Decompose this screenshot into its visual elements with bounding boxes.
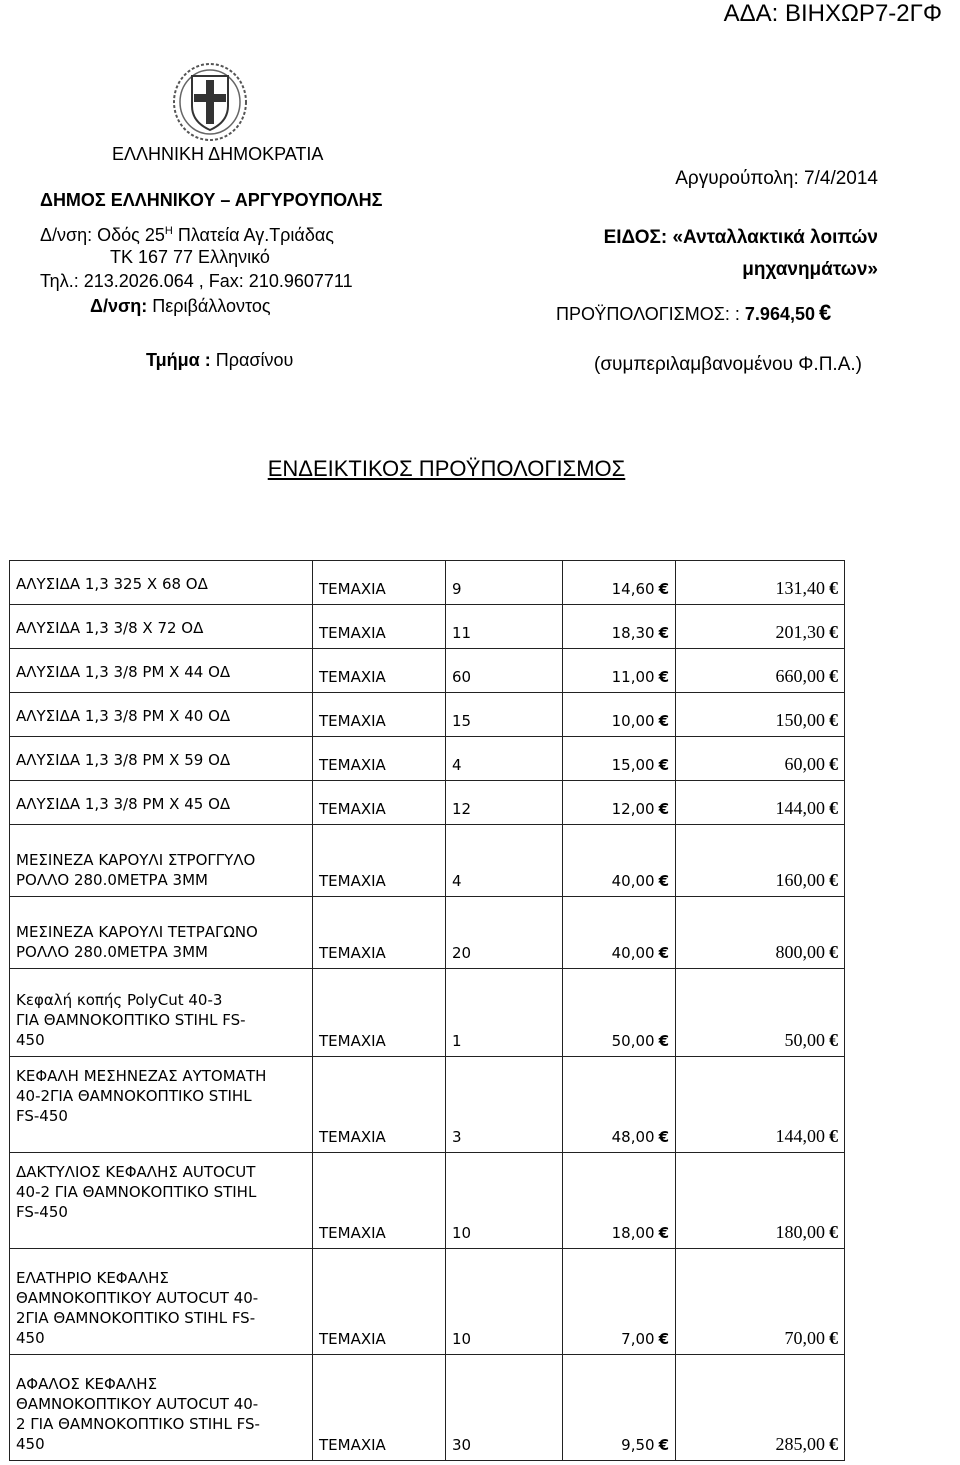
item-unit-price xyxy=(563,649,676,693)
item-unit xyxy=(313,649,446,693)
euro-icon: € xyxy=(829,942,838,962)
item-quantity-value: 12 xyxy=(452,800,472,818)
table-row xyxy=(10,781,845,825)
item-description: ΔΑΚΤΥΛΙΟΣ ΚΕΦΑΛΗΣ AUTOCUT 40-2 ΓΙΑ ΘΑΜΝΟΚΟΠΤΙΚΟ STIHL FS-450 xyxy=(10,1153,313,1249)
item-total-value: 285,00 xyxy=(775,1434,825,1454)
item-total-value: 150,00 xyxy=(775,710,825,730)
item-total xyxy=(676,1057,845,1153)
item-quantity-value: 10 xyxy=(452,1224,472,1242)
euro-icon: € xyxy=(658,1128,669,1146)
budget-amount: 7.964,50 xyxy=(744,304,815,324)
item-unit-value: ΤΕΜΑΧΙΑ xyxy=(319,944,386,962)
item-description: ΑΛΥΣΙΔΑ 1,3 3/8 ΡΜ Χ 59 ΟΔ xyxy=(10,737,313,781)
item-quantity-value: 10 xyxy=(452,1330,472,1348)
item-unit-price-value: 18,00 xyxy=(611,1224,655,1242)
address-label: Δ/νση: Οδός 25 xyxy=(40,225,165,245)
item-quantity xyxy=(446,605,563,649)
euro-icon: € xyxy=(829,754,838,774)
address-line xyxy=(40,220,334,246)
department-value: Περιβάλλοντος xyxy=(147,296,271,316)
section-label: Τμήμα : xyxy=(146,350,211,370)
item-unit xyxy=(313,969,446,1057)
item-total-value: 201,30 xyxy=(775,622,825,642)
item-quantity xyxy=(446,693,563,737)
item-quantity-value: 20 xyxy=(452,944,472,962)
item-total xyxy=(676,737,845,781)
item-unit-price-value: 10,00 xyxy=(611,712,655,730)
item-description: ΑΛΥΣΙΔΑ 1,3 325 Χ 68 ΟΔ xyxy=(10,561,313,605)
address-rest: Πλατεία Αγ.Τριάδας xyxy=(172,225,334,245)
item-quantity xyxy=(446,897,563,969)
item-quantity xyxy=(446,969,563,1057)
item-total xyxy=(676,1153,845,1249)
euro-icon: € xyxy=(829,666,838,686)
item-description: Κεφαλή κοπής PolyCut 40-3 ΓΙΑ ΘΑΜΝΟΚΟΠΤΙΚΟ STIHL FS- 450 xyxy=(10,969,313,1057)
budget-line xyxy=(556,300,831,326)
item-unit-value: ΤΕΜΑΧΙΑ xyxy=(319,800,386,818)
item-type xyxy=(604,222,878,286)
item-unit-value: ΤΕΜΑΧΙΑ xyxy=(319,668,386,686)
item-unit-price-value: 12,00 xyxy=(611,800,655,818)
document-title: ΕΝΔΕΙΚΤΙΚΟΣ ΠΡΟΫΠΟΛΟΓΙΣΜΟΣ xyxy=(267,456,626,481)
item-unit-price xyxy=(563,1057,676,1153)
item-unit xyxy=(313,1249,446,1355)
euro-icon: € xyxy=(658,1032,669,1050)
euro-icon: € xyxy=(829,1030,838,1050)
euro-icon: € xyxy=(658,668,669,686)
item-unit xyxy=(313,1153,446,1249)
item-total xyxy=(676,605,845,649)
item-description: ΕΛΑΤΗΡΙΟ ΚΕΦΑΛΗΣ ΘΑΜΝΟΚΟΠΤΙΚΟΥ AUTOCUT 40- 2ΓΙΑ ΘΑΜΝΟΚΟΠΤΙΚΟ STIHL FS- 450 xyxy=(10,1249,313,1355)
euro-icon: € xyxy=(658,1224,669,1242)
euro-icon: € xyxy=(658,1436,669,1454)
phone-line: Τηλ.: 213.2026.064 , Fax: 210.9607711 xyxy=(40,271,353,291)
item-quantity xyxy=(446,1249,563,1355)
euro-icon: € xyxy=(658,944,669,962)
table-row xyxy=(10,605,845,649)
item-description: ΑΛΥΣΙΔΑ 1,3 3/8 ΡΜ Χ 45 ΟΔ xyxy=(10,781,313,825)
item-total xyxy=(676,781,845,825)
item-quantity xyxy=(446,781,563,825)
item-unit xyxy=(313,1355,446,1461)
item-unit-price xyxy=(563,561,676,605)
table-row xyxy=(10,897,845,969)
item-unit xyxy=(313,737,446,781)
euro-icon: € xyxy=(658,624,669,642)
vat-note: (συμπεριλαμβανομένου Φ.Π.Α.) xyxy=(594,354,862,375)
euro-icon: € xyxy=(829,1126,838,1146)
item-quantity-value: 60 xyxy=(452,668,472,686)
section-line xyxy=(146,350,293,371)
item-unit-price-value: 40,00 xyxy=(611,872,655,890)
item-total-value: 60,00 xyxy=(784,754,825,774)
item-description: ΜΕΣΙΝΕΖΑ ΚΑΡΟΥΛΙ ΣΤΡΟΓΓΥΛΟ ΡΟΛΛΟ 280.0ΜΕΤΡΑ 3ΜΜ xyxy=(10,825,313,897)
item-unit-price-value: 11,00 xyxy=(611,668,655,686)
euro-icon: € xyxy=(658,756,669,774)
municipality-name: ΔΗΜΟΣ ΕΛΛΗΝΙΚΟΥ – ΑΡΓΥΡΟΥΠΟΛΗΣ xyxy=(40,190,383,210)
euro-icon: € xyxy=(658,1330,669,1348)
euro-icon: € xyxy=(658,800,669,818)
euro-icon: € xyxy=(829,622,838,642)
item-quantity xyxy=(446,649,563,693)
item-type-line2: μηχανημάτων» xyxy=(742,259,878,280)
euro-icon: € xyxy=(829,1434,838,1454)
item-total-value: 50,00 xyxy=(784,1030,825,1050)
item-unit xyxy=(313,693,446,737)
item-type-line1: ΕΙΔΟΣ: «Ανταλλακτικά λοιπών xyxy=(603,227,878,248)
item-unit-price xyxy=(563,693,676,737)
item-unit xyxy=(313,897,446,969)
item-unit-price-value: 7,00 xyxy=(621,1330,655,1348)
address-superscript: Η xyxy=(164,225,173,237)
table-row xyxy=(10,825,845,897)
greek-emblem-icon xyxy=(170,62,250,142)
item-total-value: 144,00 xyxy=(775,798,825,818)
item-total-value: 180,00 xyxy=(775,1222,825,1242)
item-unit-price xyxy=(563,605,676,649)
item-unit-value: ΤΕΜΑΧΙΑ xyxy=(319,756,386,774)
item-unit-price xyxy=(563,1355,676,1461)
table-row xyxy=(10,1057,845,1153)
item-description: ΑΛΥΣΙΔΑ 1,3 3/8 ΡΜ Χ 40 ΟΔ xyxy=(10,693,313,737)
item-quantity xyxy=(446,737,563,781)
item-total xyxy=(676,969,845,1057)
item-description: ΚΕΦΑΛΗ ΜΕΣΗΝΕΖΑΣ ΑΥΤΟΜΑΤΗ 40-2ΓΙΑ ΘΑΜΝΟΚΟΠΤΙΚΟ STIHL FS-450 xyxy=(10,1057,313,1153)
euro-icon: € xyxy=(658,872,669,890)
table-row xyxy=(10,561,845,605)
item-quantity xyxy=(446,561,563,605)
item-unit-value: ΤΕΜΑΧΙΑ xyxy=(319,624,386,642)
item-unit xyxy=(313,1057,446,1153)
item-unit-price-value: 9,50 xyxy=(621,1436,655,1454)
department-line xyxy=(90,296,271,317)
document-date: Αργυρούπολη: 7/4/2014 xyxy=(675,168,878,189)
item-unit-price xyxy=(563,1153,676,1249)
item-quantity-value: 3 xyxy=(452,1128,462,1146)
republic-title: ΕΛΛΗΝΙΚΗ ΔΗΜΟΚΡΑΤΙΑ xyxy=(112,144,324,164)
item-unit-price xyxy=(563,897,676,969)
euro-icon: € xyxy=(819,300,832,325)
item-unit-price xyxy=(563,825,676,897)
item-unit-price xyxy=(563,969,676,1057)
item-unit-value: ΤΕΜΑΧΙΑ xyxy=(319,712,386,730)
item-unit-value: ΤΕΜΑΧΙΑ xyxy=(319,872,386,890)
euro-icon: € xyxy=(829,798,838,818)
item-total-value: 144,00 xyxy=(775,1126,825,1146)
item-total-value: 70,00 xyxy=(784,1328,825,1348)
table-row xyxy=(10,1153,845,1249)
item-total xyxy=(676,1355,845,1461)
euro-icon: € xyxy=(829,870,838,890)
ada-code: ΑΔΑ: ΒΙΗΧΩΡ7-2ΓΦ xyxy=(723,0,942,27)
budget-table xyxy=(9,560,845,1461)
item-total-value: 160,00 xyxy=(775,870,825,890)
item-quantity-value: 11 xyxy=(452,624,472,642)
item-unit xyxy=(313,781,446,825)
item-unit-price-value: 40,00 xyxy=(611,944,655,962)
item-unit-price-value: 15,00 xyxy=(611,756,655,774)
item-unit-price-value: 18,30 xyxy=(611,624,655,642)
item-description: ΜΕΣΙΝΕΖΑ ΚΑΡΟΥΛΙ ΤΕΤΡΑΓΩΝΟ ΡΟΛΛΟ 280.0ΜΕΤΡΑ 3ΜΜ xyxy=(10,897,313,969)
item-total xyxy=(676,1249,845,1355)
item-quantity-value: 4 xyxy=(452,756,462,774)
item-quantity xyxy=(446,825,563,897)
table-row xyxy=(10,737,845,781)
item-description: ΑΦΑΛΟΣ ΚΕΦΑΛΗΣ ΘΑΜΝΟΚΟΠΤΙΚΟΥ AUTOCUT 40- 2 ΓΙΑ ΘΑΜΝΟΚΟΠΤΙΚΟ STIHL FS- 450 xyxy=(10,1355,313,1461)
item-total xyxy=(676,561,845,605)
euro-icon: € xyxy=(658,712,669,730)
postal-line: ΤΚ 167 77 Ελληνικό xyxy=(110,247,270,267)
section-value: Πρασίνου xyxy=(210,350,294,370)
item-unit-value: ΤΕΜΑΧΙΑ xyxy=(319,1436,386,1454)
euro-icon: € xyxy=(829,710,838,730)
item-quantity-value: 9 xyxy=(452,580,462,598)
budget-label: ΠΡΟΫΠΟΛΟΓΙΣΜΟΣ: : xyxy=(556,304,745,324)
table-row xyxy=(10,693,845,737)
item-quantity-value: 30 xyxy=(452,1436,472,1454)
item-unit-value: ΤΕΜΑΧΙΑ xyxy=(319,1330,386,1348)
item-total xyxy=(676,825,845,897)
item-unit-value: ΤΕΜΑΧΙΑ xyxy=(319,1224,386,1242)
euro-icon: € xyxy=(829,578,838,598)
item-quantity xyxy=(446,1153,563,1249)
item-unit-price xyxy=(563,781,676,825)
euro-icon: € xyxy=(829,1222,838,1242)
table-row xyxy=(10,1355,845,1461)
item-unit-value: ΤΕΜΑΧΙΑ xyxy=(319,580,386,598)
item-total xyxy=(676,897,845,969)
item-unit-value: ΤΕΜΑΧΙΑ xyxy=(319,1032,386,1050)
item-unit-value: ΤΕΜΑΧΙΑ xyxy=(319,1128,386,1146)
item-total xyxy=(676,649,845,693)
item-total-value: 131,40 xyxy=(775,578,825,598)
item-quantity xyxy=(446,1057,563,1153)
table-row xyxy=(10,1249,845,1355)
item-quantity xyxy=(446,1355,563,1461)
item-unit-price xyxy=(563,737,676,781)
euro-icon: € xyxy=(829,1328,838,1348)
item-unit xyxy=(313,561,446,605)
item-total-value: 660,00 xyxy=(775,666,825,686)
department-label: Δ/νση: xyxy=(90,296,148,316)
item-total xyxy=(676,693,845,737)
item-unit xyxy=(313,825,446,897)
item-unit-price xyxy=(563,1249,676,1355)
item-unit-price-value: 14,60 xyxy=(611,580,655,598)
item-quantity-value: 15 xyxy=(452,712,472,730)
item-unit xyxy=(313,605,446,649)
item-unit-price-value: 50,00 xyxy=(611,1032,655,1050)
item-description: ΑΛΥΣΙΔΑ 1,3 3/8 Χ 72 ΟΔ xyxy=(10,605,313,649)
table-row xyxy=(10,969,845,1057)
item-quantity-value: 1 xyxy=(452,1032,462,1050)
item-quantity-value: 4 xyxy=(452,872,462,890)
item-description: ΑΛΥΣΙΔΑ 1,3 3/8 ΡΜ Χ 44 ΟΔ xyxy=(10,649,313,693)
euro-icon: € xyxy=(658,580,669,598)
table-row xyxy=(10,649,845,693)
item-unit-price-value: 48,00 xyxy=(611,1128,655,1146)
item-total-value: 800,00 xyxy=(775,942,825,962)
